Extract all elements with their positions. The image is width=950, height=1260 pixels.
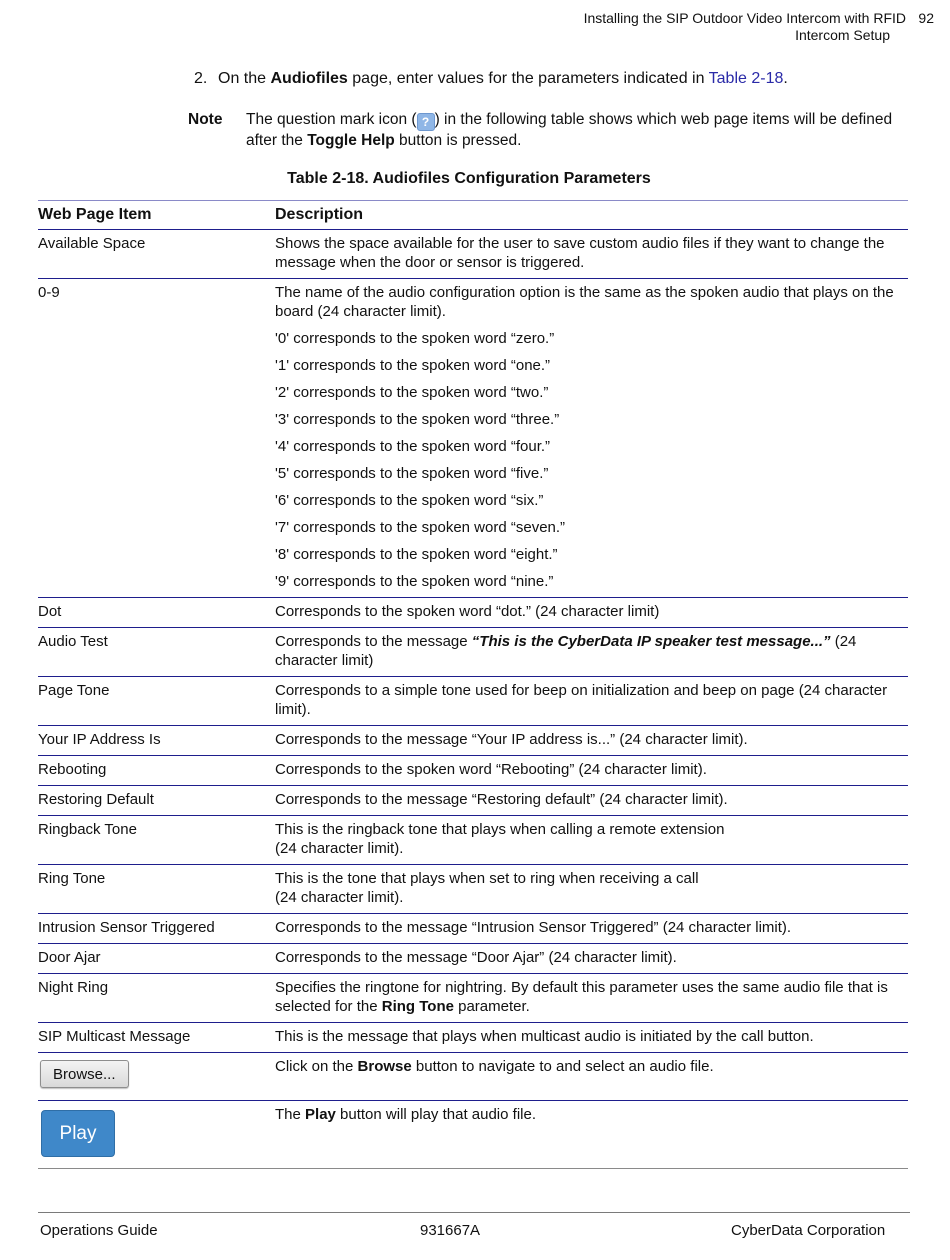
item-cell: Door Ajar xyxy=(38,944,275,974)
item-cell: Night Ring xyxy=(38,974,275,1023)
table-row xyxy=(38,1023,908,1053)
column-header-item: Web Page Item xyxy=(38,201,275,230)
step-2 xyxy=(194,70,788,88)
table-row xyxy=(38,598,908,628)
digit-mapping: '4' corresponds to the spoken word “four.” xyxy=(275,438,551,455)
table-row xyxy=(38,1053,908,1101)
description-cell: Corresponds to a simple tone used for beep on initialization and beep on page (24 character limit). xyxy=(275,677,908,726)
help-question-icon: ? xyxy=(417,113,435,131)
digit-mapping: '3' corresponds to the spoken word “three.” xyxy=(275,411,560,428)
description-cell: Shows the space available for the user to save custom audio files if they want to change the message when the door or sensor is triggered. xyxy=(275,230,908,279)
description-cell xyxy=(275,974,908,1023)
table-caption: Table 2-18. Audiofiles Configuration Parameters xyxy=(287,170,651,187)
description-cell: Corresponds to the message “Door Ajar” (24 character limit). xyxy=(275,944,908,974)
item-cell: Available Space xyxy=(38,230,275,279)
description-bold: Play xyxy=(305,1106,336,1123)
item-cell xyxy=(38,1101,275,1169)
description-cell: Corresponds to the message “Intrusion Sensor Triggered” (24 character limit). xyxy=(275,914,908,944)
table-row xyxy=(38,726,908,756)
table-header-row xyxy=(38,201,908,230)
item-cell: Audio Test xyxy=(38,628,275,677)
description-text-end: button will play that audio file. xyxy=(335,1106,536,1123)
description-text: Specifies the ringtone for nightring. By default this parameter uses the same audio file that is selected for the xyxy=(275,979,888,1015)
item-cell: Intrusion Sensor Triggered xyxy=(38,914,275,944)
parameters-table xyxy=(38,200,908,1169)
note-label: Note xyxy=(188,111,223,128)
description-text-end: button to navigate to and select an audio file. xyxy=(411,1058,714,1075)
description-line: (24 character limit). xyxy=(275,889,404,906)
description-bold: Ring Tone xyxy=(381,998,454,1015)
description-bold: Browse xyxy=(357,1058,412,1075)
description-text: Corresponds to the message xyxy=(275,633,472,650)
digit-mapping: '8' corresponds to the spoken word “eight.” xyxy=(275,546,558,563)
table-row xyxy=(38,628,908,677)
table-row xyxy=(38,1101,908,1169)
play-button[interactable]: Play xyxy=(41,1110,115,1157)
digit-mapping: '7' corresponds to the spoken word “seven.” xyxy=(275,519,566,536)
step-number: 2. xyxy=(194,70,208,87)
description-text: The name of the audio configuration option is the same as the spoken audio that plays on the board (24 character limit). xyxy=(275,284,894,320)
note-text-end: button is pressed. xyxy=(394,132,522,149)
table-row xyxy=(38,230,908,279)
digit-mapping: '1' corresponds to the spoken word “one.” xyxy=(275,357,551,374)
table-row xyxy=(38,944,908,974)
item-cell: Ring Tone xyxy=(38,865,275,914)
note-text xyxy=(246,110,908,151)
step-bold: Audiofiles xyxy=(270,70,348,87)
digit-mapping: '0' corresponds to the spoken word “zero.” xyxy=(275,330,555,347)
browse-button[interactable]: Browse... xyxy=(40,1060,129,1088)
description-cell xyxy=(275,816,908,865)
digit-mapping: '5' corresponds to the spoken word “five.” xyxy=(275,465,549,482)
note-block xyxy=(188,110,908,151)
note-text-start: The question mark icon ( xyxy=(246,111,417,128)
table-row xyxy=(38,816,908,865)
test-message-text: “This is the CyberData IP speaker test message...” xyxy=(471,633,831,650)
header-section: Intercom Setup xyxy=(795,27,890,43)
digit-mapping: '9' corresponds to the spoken word “nine.” xyxy=(275,573,554,590)
description-line: (24 character limit). xyxy=(275,840,404,857)
footer-left: Operations Guide xyxy=(40,1222,158,1239)
description-cell: Corresponds to the spoken word “Rebooting” (24 character limit). xyxy=(275,756,908,786)
table-row xyxy=(38,914,908,944)
table-link[interactable]: Table 2-18 xyxy=(708,70,784,87)
item-cell: SIP Multicast Message xyxy=(38,1023,275,1053)
description-cell: This is the message that plays when multicast audio is initiated by the call button. xyxy=(275,1023,908,1053)
description-text: The xyxy=(275,1106,306,1123)
footer-divider xyxy=(38,1212,910,1213)
description-cell xyxy=(275,1101,908,1169)
table-row xyxy=(38,756,908,786)
description-cell: Corresponds to the spoken word “dot.” (24 character limit) xyxy=(275,598,908,628)
note-bold: Toggle Help xyxy=(307,132,395,149)
description-cell xyxy=(275,628,908,677)
description-line: This is the tone that plays when set to ring when receiving a call xyxy=(275,870,699,887)
description-cell xyxy=(275,865,908,914)
table-row xyxy=(38,786,908,816)
item-cell: Your IP Address Is xyxy=(38,726,275,756)
description-text-end: parameter. xyxy=(453,998,530,1015)
footer-right: CyberData Corporation xyxy=(731,1222,886,1239)
item-cell: Restoring Default xyxy=(38,786,275,816)
column-header-description: Description xyxy=(275,201,908,230)
item-cell: Rebooting xyxy=(38,756,275,786)
item-cell: Dot xyxy=(38,598,275,628)
header-title: Installing the SIP Outdoor Video Intercom with RFID xyxy=(583,10,906,26)
table-row xyxy=(38,279,908,598)
step-text: On the xyxy=(218,70,271,87)
footer-center: 931667A xyxy=(420,1222,481,1239)
step-text-end: . xyxy=(783,70,788,87)
item-cell: Ringback Tone xyxy=(38,816,275,865)
note-text-mid: ) in the following table shows which web page items will be defined after the xyxy=(246,111,893,149)
description-text: Click on the xyxy=(275,1058,358,1075)
item-cell: 0-9 xyxy=(38,279,275,598)
page-number: 92 xyxy=(918,10,934,26)
description-cell xyxy=(275,279,908,598)
table-row xyxy=(38,974,908,1023)
item-cell: Page Tone xyxy=(38,677,275,726)
description-line: This is the ringback tone that plays when calling a remote extension xyxy=(275,821,725,838)
item-cell xyxy=(38,1053,275,1101)
running-header xyxy=(584,10,934,44)
digit-mapping: '2' corresponds to the spoken word “two.” xyxy=(275,384,549,401)
description-cell: Corresponds to the message “Restoring default” (24 character limit). xyxy=(275,786,908,816)
description-cell xyxy=(275,1053,908,1101)
digit-mapping: '6' corresponds to the spoken word “six.” xyxy=(275,492,544,509)
description-text-end: (24 character limit) xyxy=(275,633,857,669)
step-text-mid: page, enter values for the parameters indicated in xyxy=(347,70,709,87)
table-row xyxy=(38,865,908,914)
table-row xyxy=(38,677,908,726)
description-cell: Corresponds to the message “Your IP address is...” (24 character limit). xyxy=(275,726,908,756)
